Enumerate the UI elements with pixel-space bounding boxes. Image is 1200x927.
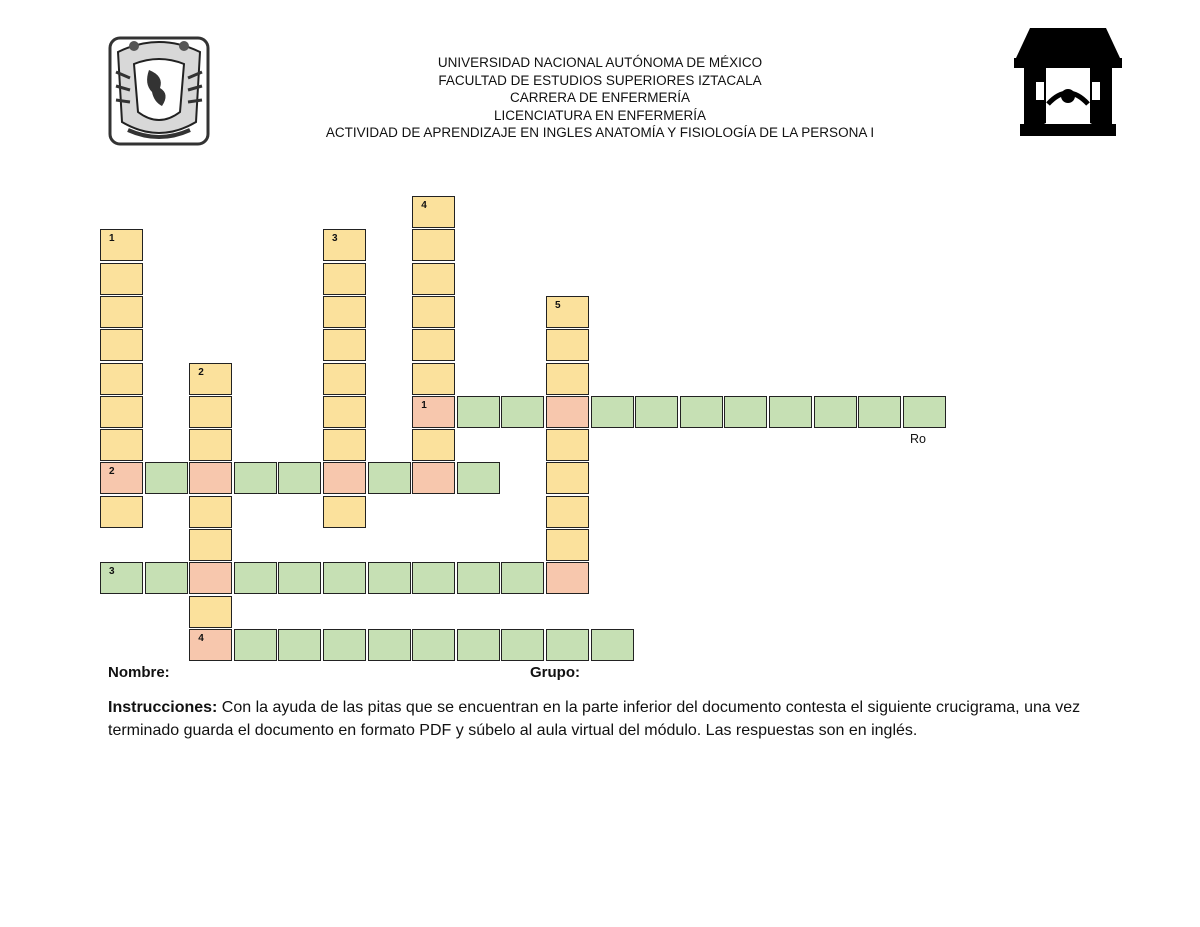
crossword-cell[interactable] xyxy=(100,363,143,395)
crossword-cell[interactable] xyxy=(903,396,946,428)
crossword-cell[interactable] xyxy=(323,363,366,395)
crossword-cell[interactable] xyxy=(100,429,143,461)
crossword-cell[interactable] xyxy=(100,296,143,328)
crossword-cell[interactable] xyxy=(323,396,366,428)
crossword-cell[interactable] xyxy=(189,629,232,661)
crossword-cell[interactable] xyxy=(189,396,232,428)
crossword-cell[interactable] xyxy=(680,396,723,428)
clue-number: 3 xyxy=(109,566,115,578)
crossword-cell[interactable] xyxy=(412,396,455,428)
crossword-cell[interactable] xyxy=(145,462,188,494)
crossword-cell[interactable] xyxy=(323,462,366,494)
crossword-cell[interactable] xyxy=(814,396,857,428)
crossword-cell[interactable] xyxy=(546,629,589,661)
crossword-cell[interactable] xyxy=(546,396,589,428)
crossword-cell[interactable] xyxy=(323,263,366,295)
crossword-cell[interactable] xyxy=(234,562,277,594)
crossword-cell[interactable] xyxy=(323,329,366,361)
document-header xyxy=(250,54,950,142)
crossword-cell[interactable] xyxy=(412,196,455,228)
crossword-cell[interactable] xyxy=(635,396,678,428)
instructions xyxy=(108,696,1088,742)
crossword-cell[interactable] xyxy=(323,229,366,261)
clue-number: 5 xyxy=(555,299,561,311)
crossword-cell[interactable] xyxy=(412,562,455,594)
crossword-cell[interactable] xyxy=(189,429,232,461)
crossword-cell[interactable] xyxy=(501,629,544,661)
crossword-cell[interactable] xyxy=(591,396,634,428)
crossword-cell[interactable] xyxy=(457,629,500,661)
crossword-cell[interactable] xyxy=(100,496,143,528)
crossword-cell[interactable] xyxy=(323,562,366,594)
crossword-cell[interactable] xyxy=(278,562,321,594)
crossword-cell[interactable] xyxy=(368,629,411,661)
crossword-cell[interactable] xyxy=(278,462,321,494)
crossword-cell[interactable] xyxy=(457,562,500,594)
crossword-cell[interactable] xyxy=(368,462,411,494)
crossword-cell[interactable] xyxy=(100,396,143,428)
crossword-cell[interactable] xyxy=(323,496,366,528)
crossword-cell[interactable] xyxy=(412,229,455,261)
crossword-cell[interactable] xyxy=(591,629,634,661)
crossword-cell[interactable] xyxy=(546,496,589,528)
crossword-cell[interactable] xyxy=(546,562,589,594)
crossword-cell[interactable] xyxy=(323,296,366,328)
crossword-cell[interactable] xyxy=(546,429,589,461)
crossword-cell[interactable] xyxy=(323,629,366,661)
header-line-activity: ACTIVIDAD DE APRENDIZAJE EN INGLES ANATOMÍA Y FISIOLOGÍA DE LA PERSONA I xyxy=(325,125,875,140)
crossword-cell[interactable] xyxy=(189,562,232,594)
crossword-cell[interactable] xyxy=(412,329,455,361)
crossword-cell[interactable] xyxy=(769,396,812,428)
crossword-cell[interactable] xyxy=(323,429,366,461)
crossword-cell[interactable] xyxy=(412,629,455,661)
clue-number: 2 xyxy=(198,366,204,378)
crossword-note: Ro xyxy=(910,432,926,446)
crossword-cell[interactable] xyxy=(234,629,277,661)
crossword-cell[interactable] xyxy=(457,462,500,494)
crossword-cell[interactable] xyxy=(100,229,143,261)
crossword-cell[interactable] xyxy=(189,462,232,494)
crossword-cell[interactable] xyxy=(100,329,143,361)
crossword-cell[interactable] xyxy=(234,462,277,494)
crossword-cell[interactable] xyxy=(278,629,321,661)
clue-number: 2 xyxy=(109,466,115,478)
crossword-cell[interactable] xyxy=(412,363,455,395)
crossword-cell[interactable] xyxy=(724,396,767,428)
header-line-university: UNIVERSIDAD NACIONAL AUTÓNOMA DE MÉXICO xyxy=(437,55,763,70)
crossword-cell[interactable] xyxy=(412,263,455,295)
header-line-faculty: FACULTAD DE ESTUDIOS SUPERIORES IZTACALA xyxy=(438,72,762,88)
crossword-cell[interactable] xyxy=(412,462,455,494)
grupo-label: Grupo: xyxy=(530,664,580,681)
crossword-cell[interactable] xyxy=(546,296,589,328)
clue-number: 1 xyxy=(109,233,115,245)
header-line-degree: LICENCIATURA EN ENFERMERÍA xyxy=(493,107,707,123)
crossword-cell[interactable] xyxy=(546,529,589,561)
crossword-cell[interactable] xyxy=(546,462,589,494)
fes-iztacala-logo-icon xyxy=(1014,24,1122,138)
unam-seal-icon xyxy=(104,32,214,150)
crossword-cell[interactable] xyxy=(412,429,455,461)
crossword-cell[interactable] xyxy=(457,396,500,428)
crossword-cell[interactable] xyxy=(145,562,188,594)
instructions-text: Con la ayuda de las pitas que se encuentran en la parte inferior del documento contesta el siguiente crucigrama, una vez terminado guarda el documento en formato PDF y súbelo al aula virtual del módulo. Las respuestas son en inglés. xyxy=(108,699,1081,739)
crossword-cell[interactable] xyxy=(100,562,143,594)
header-line-career: CARRERA DE ENFERMERÍA xyxy=(509,90,691,105)
crossword-cell[interactable] xyxy=(189,363,232,395)
instructions-label: Instrucciones: xyxy=(108,699,218,716)
nombre-label: Nombre: xyxy=(108,664,170,681)
clue-number: 3 xyxy=(332,233,338,245)
clue-number: 4 xyxy=(421,200,427,211)
crossword-cell[interactable] xyxy=(189,529,232,561)
crossword-cell[interactable] xyxy=(412,296,455,328)
clue-number: 1 xyxy=(421,399,427,411)
crossword-cell[interactable] xyxy=(100,263,143,295)
crossword-cell[interactable] xyxy=(546,363,589,395)
crossword-cell[interactable] xyxy=(858,396,901,428)
crossword-cell[interactable] xyxy=(189,496,232,528)
crossword-cell[interactable] xyxy=(546,329,589,361)
crossword-cell[interactable] xyxy=(189,596,232,628)
crossword-cell[interactable] xyxy=(501,396,544,428)
clue-number: 4 xyxy=(198,632,204,644)
crossword-cell[interactable] xyxy=(501,562,544,594)
crossword-cell[interactable] xyxy=(100,462,143,494)
crossword-cell[interactable] xyxy=(368,562,411,594)
